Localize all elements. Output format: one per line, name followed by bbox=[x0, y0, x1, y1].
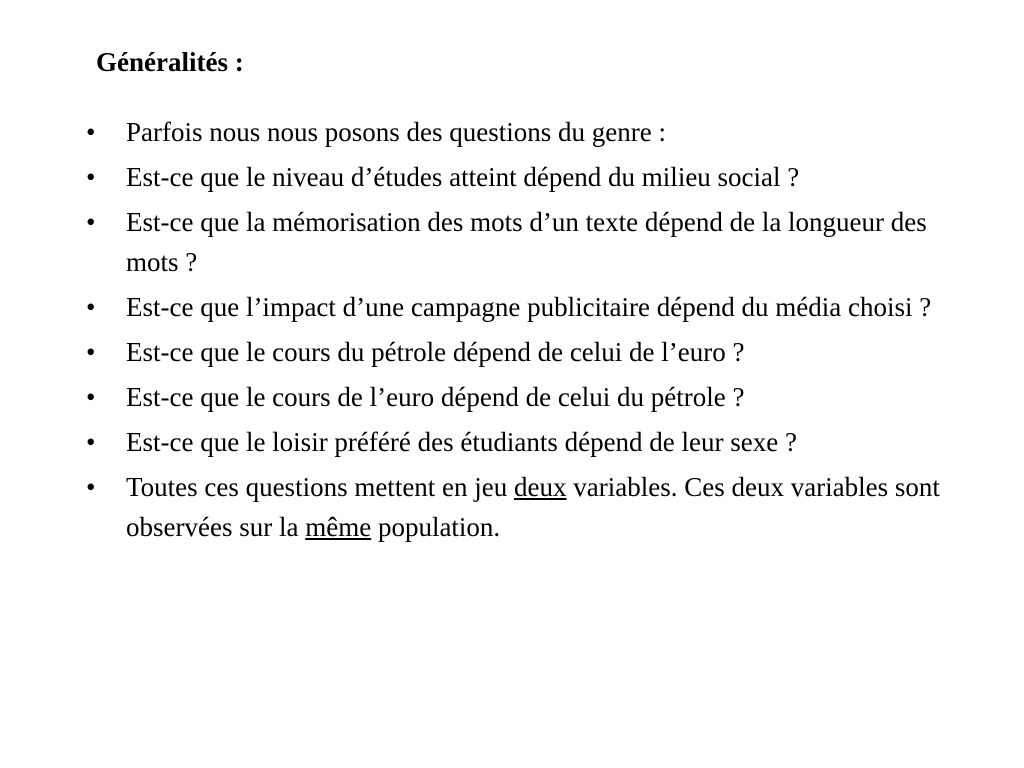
underlined-word-meme: même bbox=[305, 512, 372, 542]
list-item-text: Est-ce que la mémorisation des mots d’un texte dépend de la longueur des mots ? bbox=[126, 207, 927, 277]
conclusion-text-part3: population. bbox=[371, 512, 501, 542]
list-item-text: Parfois nous nous posons des questions du genre : bbox=[126, 117, 666, 147]
list-item-text: Est-ce que le cours de l’euro dépend de celui du pétrole ? bbox=[126, 382, 745, 412]
slide-title: Généralités : bbox=[96, 47, 244, 77]
bullet-icon: • bbox=[86, 117, 96, 147]
list-item-text: Est-ce que le niveau d’études atteint dépend du milieu social ? bbox=[126, 162, 800, 192]
list-item bbox=[86, 202, 966, 282]
bullet-icon: • bbox=[86, 337, 96, 367]
list-item-text: Est-ce que le cours du pétrole dépend de celui de l’euro ? bbox=[126, 337, 745, 367]
bullet-icon: • bbox=[86, 162, 96, 192]
list-item bbox=[86, 422, 966, 462]
list-item bbox=[86, 332, 966, 372]
list-item-conclusion bbox=[86, 467, 966, 547]
list-item bbox=[86, 112, 966, 152]
bullet-list bbox=[86, 112, 966, 552]
list-item-text: Est-ce que le loisir préféré des étudiants dépend de leur sexe ? bbox=[126, 427, 797, 457]
underlined-word-deux: deux bbox=[514, 472, 567, 502]
bullet-icon: • bbox=[86, 382, 96, 412]
conclusion-text-part2: variables. Ces deux variables sont observées sur la bbox=[126, 472, 940, 542]
list-item bbox=[86, 377, 966, 417]
conclusion-text-part1: Toutes ces questions mettent en jeu bbox=[126, 472, 515, 502]
bullet-icon: • bbox=[86, 472, 96, 502]
bullet-icon: • bbox=[86, 207, 96, 237]
list-item bbox=[86, 287, 966, 327]
bullet-icon: • bbox=[86, 292, 96, 322]
list-item bbox=[86, 157, 966, 197]
bullet-icon: • bbox=[86, 427, 96, 457]
list-item-text: Est-ce que l’impact d’une campagne publicitaire dépend du média choisi ? bbox=[126, 292, 932, 322]
